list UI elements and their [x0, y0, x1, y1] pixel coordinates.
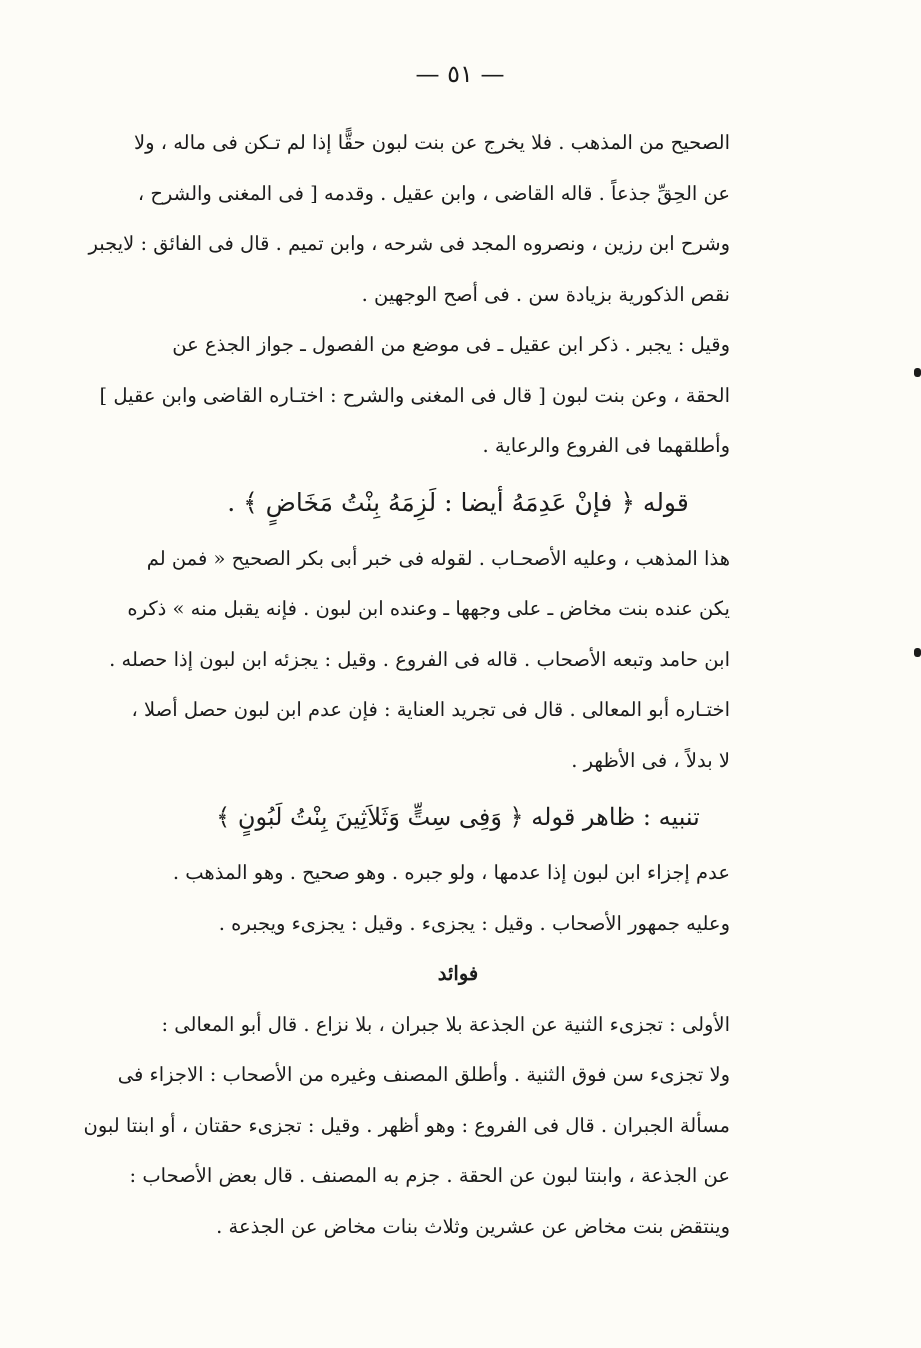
text-line: يكن عنده بنت مخاض ـ على وجهها ـ وعنده ابن لبون . فإنه يقبل منه » ذكره: [127, 597, 730, 620]
text-line: هذا المذهب ، وعليه الأصحـاب . لقوله فى خبر أبى بكر الصحيح « فمن لم: [146, 546, 730, 570]
text-line: الحقة ، وعن بنت لبون [ قال فى المغنى والشرح : اختـاره القاضى وابن عقيل ]: [99, 383, 730, 407]
text-line: لا بدلاً ، فى الأظهر .: [571, 748, 730, 772]
notice-heading: تنبيه : ظاهر قوله ﴿ وَفِى سِتٍّ وَثَلاَثِينَ بِنْتُ لَبُونٍ ﴾: [216, 803, 700, 831]
text-line: وينتقض بنت مخاض عن عشرين وثلاث بنات مخاض عن الجذعة .: [216, 1214, 730, 1238]
text-line: وعليه جمهور الأصحاب . وقيل : يجزىء . وقيل : يجزىء ويجبره .: [218, 911, 730, 935]
margin-mark: [914, 648, 921, 657]
text-line: ابن حامد وتبعه الأصحاب . قاله فى الفروع . وقيل : يجزئه ابن لبون إذا حصله .: [109, 647, 730, 671]
section-heading: قوله ﴿ فإنْ عَدِمَهُ أيضا : لَزِمَهُ بِنْتُ مَخَاضٍ ﴾ .: [227, 487, 689, 517]
text-line: وأطلقهما فى الفروع والرعاية .: [482, 434, 730, 457]
text-line: الأولى : تجزىء الثنية عن الجذعة بلا جبران ، بلا نزاع . قال أبو المعالى :: [161, 1012, 730, 1036]
text-line: نقص الذكورية بزيادة سن . فى أصح الوجهين .: [361, 282, 730, 306]
text-line: الصحيح من المذهب . فلا يخرج عن بنت لبون حقًّا إذا لم تـكن فى ماله ، ولا: [133, 131, 730, 154]
text-line: عدم إجزاء ابن لبون إذا عدمها ، ولو جبره . وهو صحيح . وهو المذهب .: [172, 861, 730, 884]
text-line: عن الحِقِّ جذعاً . قاله القاضى ، وابن عقيل . وقدمه [ فى المغنى والشرح ،: [137, 181, 730, 205]
body-text: [83, 118, 730, 1252]
text-line: وشرح ابن رزين ، ونصروه المجد فى شرحه ، وابن تميم . قال فى الفائق : لايجبر: [88, 232, 730, 255]
margin-mark: [914, 368, 921, 377]
text-line: عن الجذعة ، وابنتا لبون عن الحقة . جزم به المصنف . قال بعض الأصحاب :: [129, 1164, 730, 1187]
text-line: اختـاره أبو المعالى . قال فى تجريد العناية : فإن عدم ابن لبون حصل أصلا ،: [131, 698, 730, 721]
page-number: — ٥١ —: [415, 60, 505, 88]
benefits-heading: فوائد: [437, 962, 479, 985]
text-line: مسألة الجبران . قال فى الفروع : وهو أظهر . وقيل : تجزىء حقتان ، أو ابنتا لبون: [83, 1113, 730, 1137]
text-line: وقيل : يجبر . ذكر ابن عقيل ـ فى موضع من الفصول ـ جواز الجذع عن: [172, 333, 730, 356]
text-line: ولا تجزىء سن فوق الثنية . وأطلق المصنف وغيره من الأصحاب : الاجزاء فى: [117, 1063, 730, 1086]
